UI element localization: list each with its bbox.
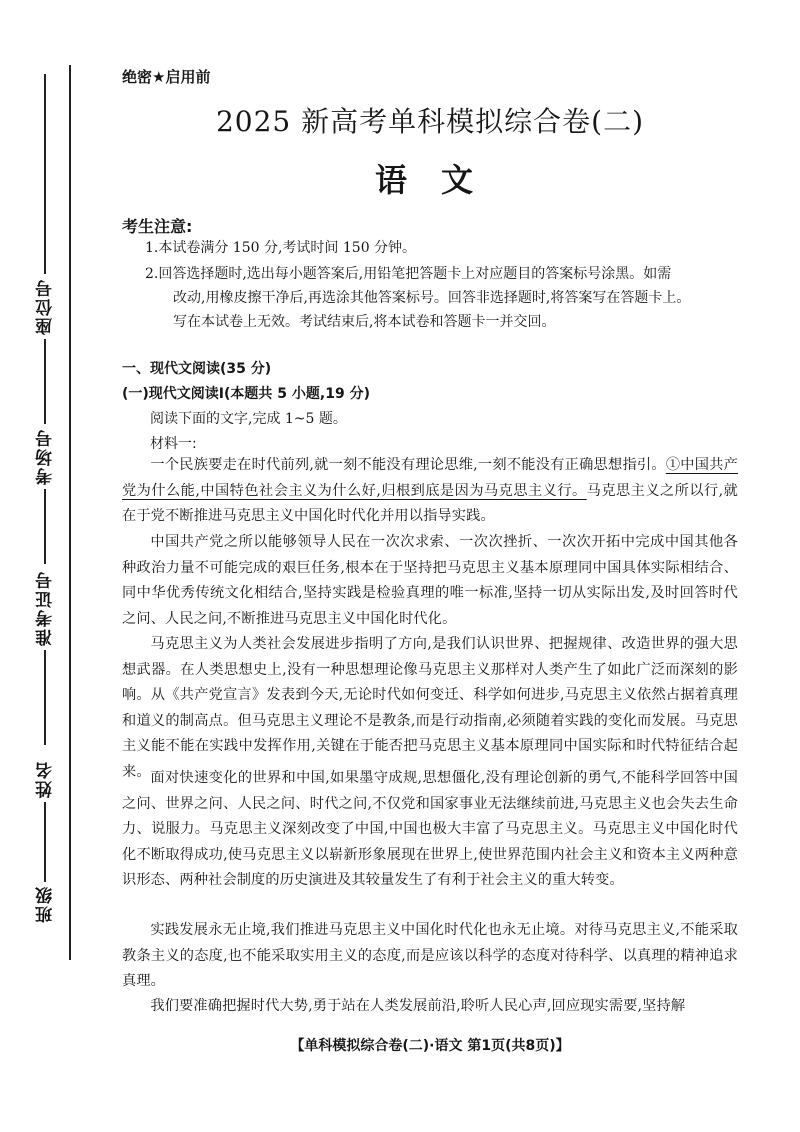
- paragraph-4: 面对快速变化的世界和中国,如果墨守成规,思想僵化,没有理论创新的勇气,不能科学回答中国之问、世界之问、人民之问、时代之问,不仅党和国家事业无法继续前进,马克思主义也会失去生命力、说服力。马克思主义深刻改变了中国,中国也极大丰富了马克思主义。马克思主义中国化时代化不断取得成功,使马克思主义以崭新形象展现在世界上,使世界范围内社会主义和资本主义两种意识形态、两种社会制度的历史演进及其较量发生了有利于社会主义的重大转变。: [122, 770, 738, 888]
- room-blank: [44, 374, 46, 424]
- instruction: 阅读下面的文字,完成 1~5 题。: [150, 411, 347, 427]
- notice-item-1: 1.本试卷满分 150 分,考试时间 150 分钟。: [145, 240, 417, 256]
- notice-item-2: [145, 262, 745, 334]
- part-heading: 一、现代文阅读(35 分): [122, 361, 272, 377]
- seat-blank-2: [44, 339, 46, 374]
- name-field: [30, 760, 60, 886]
- p1-post: 马克思主义之所以行,就在于党不断推进马克思主义中国化时代化并用以指导实践。: [122, 482, 738, 524]
- p1-pre: 一个民族要走在时代前列,就一刻不能没有理论思维,一刻不能没有正确思想指引。: [150, 457, 666, 473]
- subpart-heading: (一)现代文阅读Ⅰ(本题共 5 小题,19 分): [122, 386, 370, 402]
- ticket-field: [30, 570, 60, 749]
- ticket-blank: [44, 650, 46, 745]
- name-blank: [44, 802, 46, 882]
- secret-mark: 绝密★启用前: [122, 68, 211, 86]
- room-field: [30, 370, 60, 568]
- exam-title: 2025 新高考单科模拟综合卷(二): [215, 105, 644, 138]
- notice-item-2-line2: 改动,用橡皮擦干净后,再选涂其他答案标号。回答非选择题时,将答案写在答题卡上。: [173, 290, 691, 306]
- paragraph-5: 实践发展永无止境,我们推进马克思主义中国化时代化也永无止境。对待马克思主义,不能采取教条主义的态度,也不能采取实用主义的态度,而是应该以科学的态度对待科学、以真理的精神追求真理。: [122, 922, 738, 989]
- notice-item-2-line1: 2.回答选择题时,选出每小题答案后,用铅笔把答题卡上对应题目的答案标号涂黑。如需: [145, 266, 672, 282]
- paragraph-3: 马克思主义为人类社会发展进步指明了方向,是我们认识世界、把握规律、改造世界的强大思想武器。在人类思想史上,没有一种思想理论像马克思主义那样对人类产生了如此广泛而深刻的影响。从《共产党宣言》发表到今天,无论时代如何变迁、科学如何进步,马克思主义依然占据着真理和道义的制高点。但马克思主义理论不是教条,而是行动指南,必须随着实践的变化而发展。马克思主义能不能在实践中发挥作用,关键在于能否把马克思主义基本原理同中国实际和时代特征结合起来。: [122, 636, 738, 780]
- room-label: 考场号: [35, 428, 56, 485]
- seat-label: 座位号: [35, 278, 56, 335]
- notice-item-2-line3: 写在本试卷上无效。考试结束后,将本试卷和答题卡一并交回。: [173, 314, 556, 330]
- name-label: 姓名: [35, 760, 56, 798]
- ticket-label: 准考证号: [35, 570, 56, 646]
- class-field: [30, 885, 60, 923]
- room-blank-2: [44, 489, 46, 564]
- material-label: 材料一:: [150, 436, 197, 452]
- paragraph-6: 我们要准确把握时代大势,勇于站在人类发展前沿,聆听人民心声,回应现实需要,坚持解: [150, 998, 686, 1014]
- paragraph-2: 中国共产党之所以能够领导人民在一次次求索、一次次挫折、一次次开拓中完成中国其他各种政治力量不可能完成的艰巨任务,根本在于坚持把马克思主义基本原理同中国具体实际相结合、同中华优秀传统文化相结合,坚持实践是检验真理的唯一标准,坚持一切从实际出发,及时回答时代之问、人民之问,不断推进马克思主义中国化时代化。: [122, 534, 738, 627]
- p1-underlined-sentence: ①中国共产党为什么能,中国特色社会主义为什么好,归根到底是因为马克思主义行。: [122, 457, 738, 499]
- subject-title: 语文: [374, 161, 507, 199]
- class-label: 班级: [35, 885, 56, 923]
- paragraph-1: [122, 453, 738, 530]
- notice-title: 考生注意:: [122, 217, 193, 236]
- page-footer: 【单科模拟综合卷(二)·语文 第1页(共8页)】: [290, 1038, 570, 1054]
